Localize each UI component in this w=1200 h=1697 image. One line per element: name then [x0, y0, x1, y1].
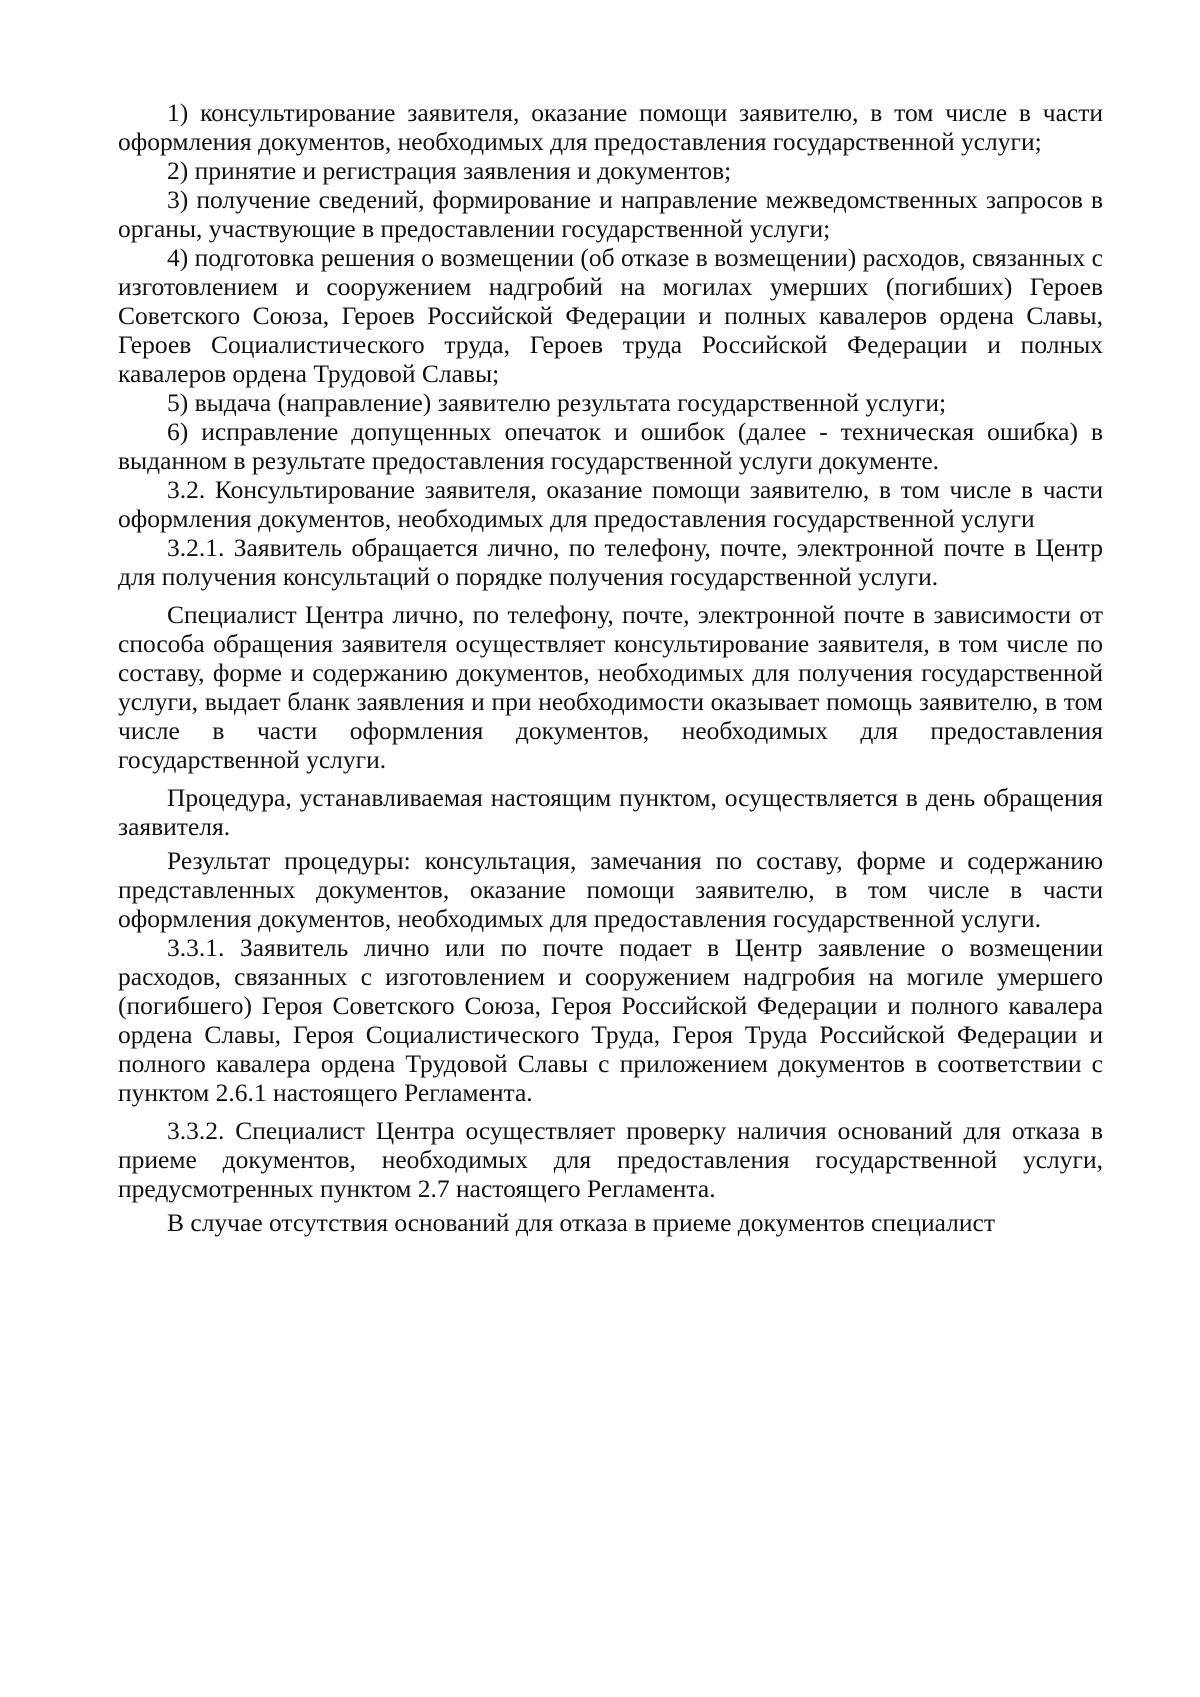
paragraph-result: Результат процедуры: консультация, замечания по составу, форме и содержанию представленных документов, оказание помощи заявителю, в том числе в части оформления документов, необходимых для предоставления государственной услуги.: [118, 846, 1103, 933]
paragraph-6: 6) исправление допущенных опечаток и ошибок (далее - техническая ошибка) в выданном в результате предоставления государственной услуги документе.: [118, 417, 1103, 475]
paragraph-3-3-1: 3.3.1. Заявитель лично или по почте подает в Центр заявление о возмещении расходов, связанных с изготовлением и сооружением надгробия на могиле умершего (погибшего) Героя Советского Союза, Героя Российской Федерации и полного кавалера ордена Славы, Героя Социалистического Труда, Героя Труда Российской Федерации и полного кавалера ордена Трудовой Славы с приложением документов в соответствии с пунктом 2.6.1 настоящего Регламента.: [118, 933, 1103, 1107]
paragraph-specialist: Специалист Центра лично, по телефону, почте, электронной почте в зависимости от способа обращения заявителя осуществляет консультирование заявителя, в том числе по составу, форме и содержанию документов, необходимых для получения государственной услуги, выдает бланк заявления и при необходимости оказывает помощь заявителю, в том числе в части оформления документов, необходимых для предоставления государственной услуги.: [118, 600, 1103, 774]
paragraph-procedure: Процедура, устанавливаемая настоящим пунктом, осуществляется в день обращения заявителя.: [118, 783, 1103, 841]
paragraph-3: 3) получение сведений, формирование и направление межведомственных запросов в органы, участвующие в предоставлении государственной услуги;: [118, 185, 1103, 243]
section-3-2-heading: 3.2. Консультирование заявителя, оказание помощи заявителю, в том числе в части оформления документов, необходимых для предоставления государственной услуги: [118, 475, 1103, 533]
paragraph-3-3-2: 3.3.2. Специалист Центра осуществляет проверку наличия оснований для отказа в приеме документов, необходимых для предоставления государственной услуги, предусмотренных пунктом 2.7 настоящего Регламента.: [118, 1116, 1103, 1203]
paragraph-absence: В случае отсутствия оснований для отказа в приеме документов специалист: [167, 1208, 996, 1237]
paragraph-2: 2) принятие и регистрация заявления и документов;: [167, 156, 732, 185]
paragraph-5: 5) выдача (направление) заявителю результата государственной услуги;: [167, 388, 947, 417]
document-page: [118, 98, 1103, 1237]
paragraph-4: 4) подготовка решения о возмещении (об отказе в возмещении) расходов, связанных с изготовлением и сооружением надгробий на могилах умерших (погибших) Героев Советского Союза, Героев Российской Федерации и полных кавалеров ордена Славы, Героев Социалистического труда, Героев труда Российской Федерации и полных кавалеров ордена Трудовой Славы;: [118, 243, 1103, 388]
paragraph-3-2-1: 3.2.1. Заявитель обращается лично, по телефону, почте, электронной почте в Центр для получения консультаций о порядке получения государственной услуги.: [118, 533, 1103, 591]
paragraph-1: 1) консультирование заявителя, оказание помощи заявителю, в том числе в части оформления документов, необходимых для предоставления государственной услуги;: [118, 98, 1103, 156]
